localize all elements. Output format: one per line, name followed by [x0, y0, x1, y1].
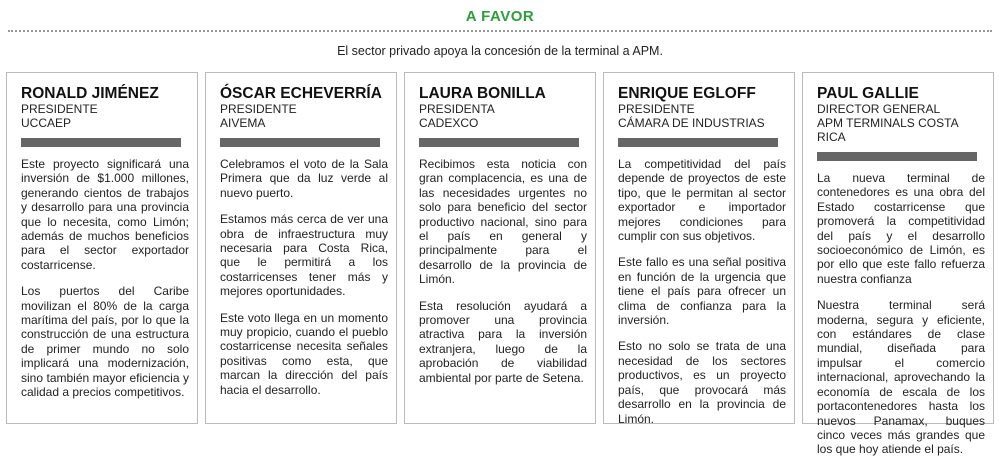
quote-paragraph: Nuestra terminal será moderna, segura y eficiente, con estándares de clase mundial, diseñada para impulsar el comercio internacional, aprovechando la economía de escala de los portacontenedores hasta los nuevos Panamax, buques cinco veces más grandes que los que hoy atiende el país. [817, 298, 985, 457]
dotted-divider [8, 30, 992, 32]
person-organization: UCCAEP [21, 116, 72, 130]
divider-bar [220, 138, 380, 147]
person-title: PRESIDENTE [220, 102, 297, 116]
divider-bar [21, 138, 181, 147]
quote-paragraph: Esta resolución ayudará a promover una provincia atractiva para la inversión extranjera, luego de la aprobación de viabilidad ambiental por parte de Setena. [419, 298, 587, 385]
quote-paragraph: Celebramos el voto de la Sala Primera que da luz verde al nuevo puerto. [220, 157, 388, 200]
divider-bar [419, 138, 579, 147]
opinion-column-gallie [802, 72, 994, 457]
quote-paragraph: Los puertos del Caribe movilizan el 80% de la carga marítima del país, por lo que la construcción de una estructura de primer mundo no solo implicará una modernización, sino también mayor eficiencia y calidad a precios competitivos. [21, 284, 189, 400]
person-title: DIRECTOR GENERAL [817, 102, 941, 116]
quote-paragraph: Este fallo es una señal positiva en función de la urgencia que tiene el país para ofrecer un clima de confianza para la inversión. [618, 255, 786, 328]
person-title: PRESIDENTA [419, 102, 495, 116]
person-name: PAUL GALLIE [817, 85, 919, 102]
person-name: RONALD JIMÉNEZ [21, 85, 159, 102]
person-name: ENRIQUE EGLOFF [618, 85, 756, 102]
quote-paragraph: La competitividad del país depende de proyectos de este tipo, que le permitan al sector exportador e importador mejores condiciones para cumplir con sus objetivos. [618, 157, 786, 244]
person-organization: AIVEMA [220, 116, 266, 130]
opinion-column-bonilla [404, 72, 596, 424]
person-title: PRESIDENTE [21, 102, 98, 116]
quote-paragraph: La nueva terminal de contenedores es una obra del Estado costarricense que promoverá la competitividad del país y el desarrollo socioeconómico de Limón, es por ello que este fallo refuerza nuestra confianza [817, 171, 985, 286]
quote-paragraph: Recibimos esta noticia con gran complacencia, es una de las necesidades urgentes no solo para beneficio del sector productivo nacional, sino para el país en general y principalmente para el desarrollo de la provincia de Limón. [419, 157, 587, 287]
opinion-column-egloff [603, 72, 795, 424]
quote-paragraph: Este proyecto significará una inversión de $1.000 millones, generando cientos de trabajos y desarrollo para una provincia que lo necesita, como Limón; además de muchos beneficios para el sector exportador costarricense. [21, 157, 189, 272]
section-title: A FAVOR [465, 8, 535, 25]
person-name: ÓSCAR ECHEVERRÍA [220, 85, 382, 102]
person-title: PRESIDENTE [618, 102, 695, 116]
quote-paragraph: Estamos más cerca de ver una obra de infraestructura muy necesaria para Costa Rica, que le permitirá a los costarricenses tener más y mejores oportunidades. [220, 212, 388, 299]
person-organization: CADEXCO [419, 116, 479, 130]
person-organization: APM TERMINALS COSTA RICA [817, 116, 958, 144]
divider-bar [618, 138, 778, 147]
opinion-column-jimenez [6, 72, 198, 424]
section-subtitle: El sector privado apoya la concesión de la terminal a APM. [337, 44, 663, 58]
opinion-column-echeverria [205, 72, 397, 424]
quote-paragraph: Este voto llega en un momento muy propicio, cuando el pueblo costarricense necesita señales positivas como esta, que marcan la dirección del país hacia el desarrollo. [220, 310, 388, 397]
quote-paragraph: Esto no solo se trata de una necesidad de los sectores productivos, es un proyecto país, que provocará más desarrollo en la provincia de Limón. [618, 339, 786, 426]
divider-bar [817, 152, 977, 161]
opinion-columns [6, 72, 994, 457]
person-name: LAURA BONILLA [419, 85, 546, 102]
person-organization: CÁMARA DE INDUSTRIAS [618, 116, 765, 130]
